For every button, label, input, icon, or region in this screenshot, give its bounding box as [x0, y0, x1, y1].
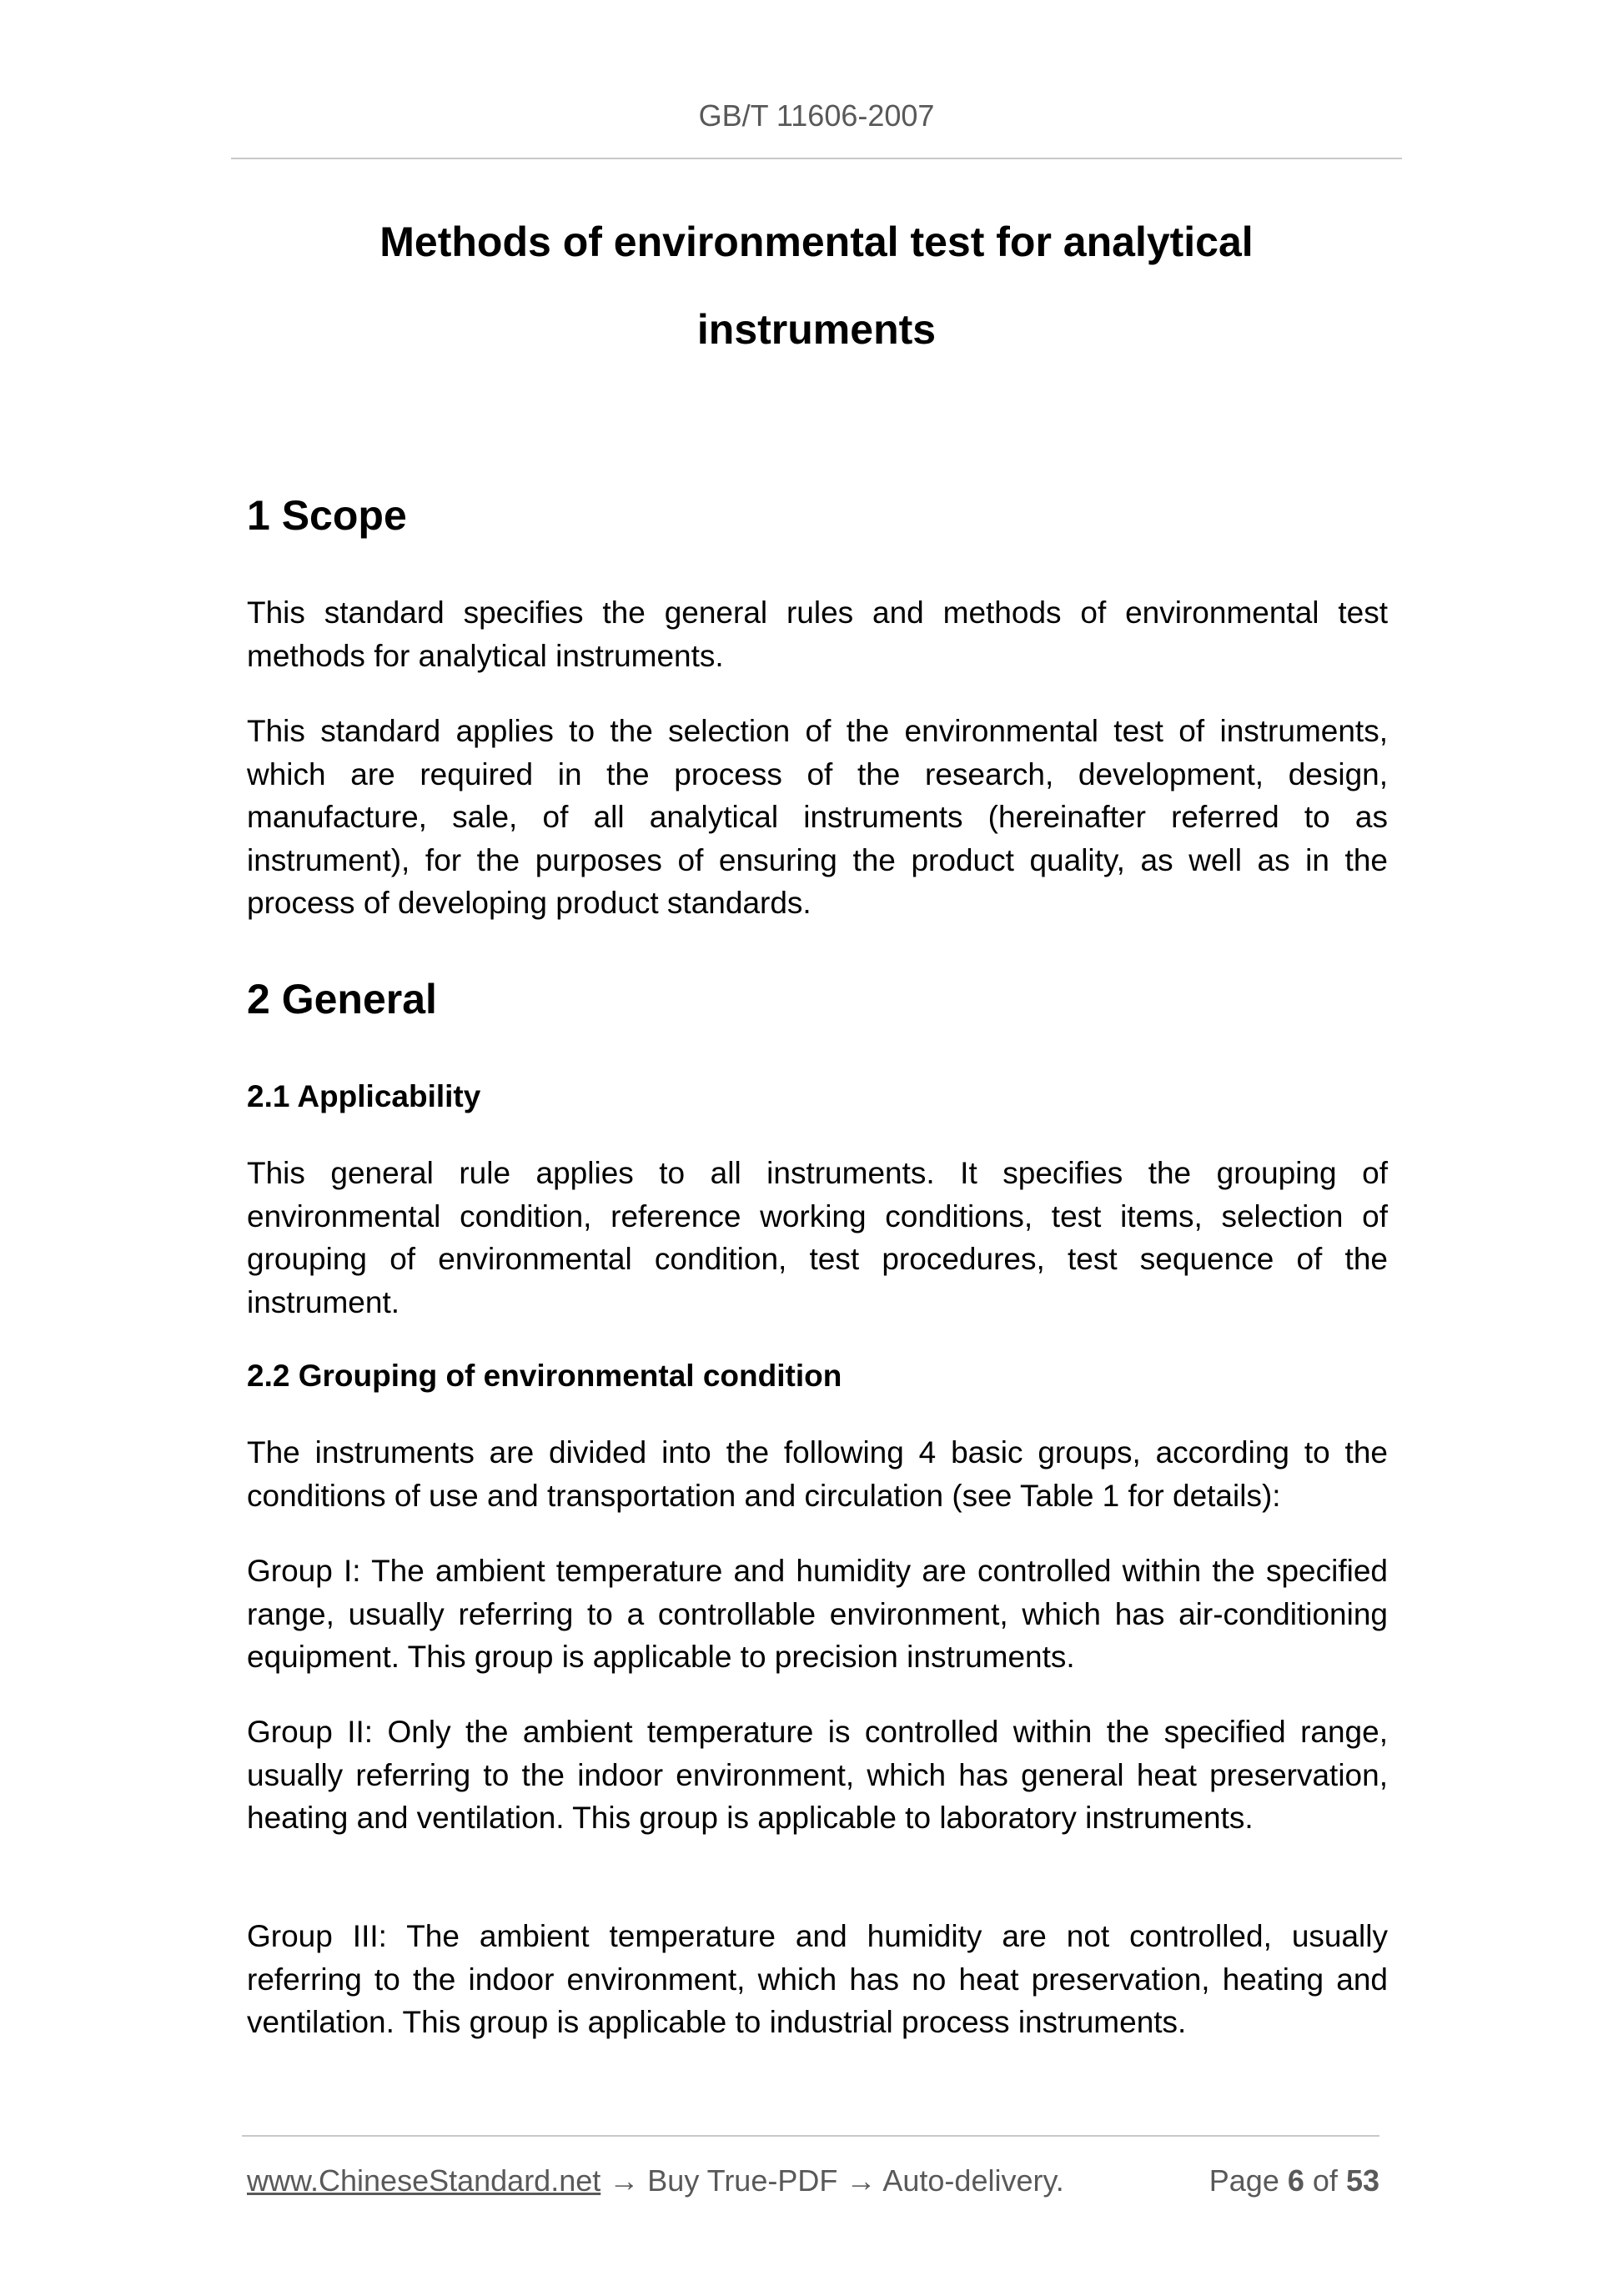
- of-label: of: [1312, 2163, 1338, 2198]
- current-page-number: 6: [1287, 2163, 1304, 2198]
- page-label: Page: [1208, 2163, 1279, 2198]
- group-1-paragraph: Group I: The ambient temperature and humidity are controlled within the specified range, usually referring to a controllable environment, which has air-conditioning equipment. This group is applicable to precision instruments.: [247, 1554, 1388, 1674]
- section-heading-scope: 1 Scope: [247, 492, 407, 539]
- buy-true-pdf-text: Buy True-PDF: [647, 2163, 838, 2198]
- group-3-paragraph: Group III: The ambient temperature and humidity are not controlled, usually referring to the indoor environment, which has no heat preservation, heating and ventilation. This group is applicable to industrial process instruments.: [247, 1919, 1388, 2039]
- footer-links: [247, 2163, 1064, 2198]
- page-header: [231, 0, 1402, 159]
- section-heading-general: 2 General: [247, 976, 437, 1022]
- page-footer: [242, 2135, 1379, 2198]
- standard-code: GB/T 11606-2007: [698, 98, 935, 133]
- page-number: [1209, 2163, 1379, 2198]
- subsection-heading-grouping: 2.2 Grouping of environmental condition: [247, 1359, 842, 1393]
- total-page-number: 53: [1345, 2163, 1379, 2198]
- scope-paragraph-1: This standard specifies the general rules and methods of environmental test methods for analytical instruments.: [247, 595, 1388, 673]
- group-2-paragraph: Group II: Only the ambient temperature is controlled within the specified range, usually referring to the indoor environment, which has general heat preservation, heating and ventilation. This group is applicable to laboratory instruments.: [247, 1715, 1388, 1835]
- document-title-line-2: instruments: [696, 306, 937, 353]
- scope-paragraph-2: This standard applies to the selection of the environmental test of instruments, which are required in the process of the research, development, design, manufacture, sale, of all analytical instruments (hereinafter referred to as instrument), for the purposes of ensuring the product quality, as well as in the process of developing product standards.: [247, 714, 1388, 920]
- document-title-line-1: Methods of environmental test for analytical: [379, 219, 1254, 265]
- website-link[interactable]: www.ChineseStandard.net: [247, 2163, 601, 2198]
- grouping-intro-paragraph: The instruments are divided into the following 4 basic groups, according to the conditions of use and transportation and circulation (see Table 1 for details):: [247, 1435, 1388, 1513]
- applicability-paragraph: This general rule applies to all instruments. It specifies the grouping of environmental condition, reference working conditions, test items, selection of grouping of environmental condition, test procedures, test sequence of the instrument.: [247, 1156, 1388, 1319]
- subsection-heading-applicability: 2.1 Applicability: [247, 1079, 481, 1113]
- document-title: [231, 198, 1402, 374]
- arrow-right-icon: →: [609, 2163, 640, 2198]
- arrow-right-icon: →: [846, 2163, 877, 2198]
- auto-delivery-text: Auto-delivery.: [882, 2163, 1064, 2198]
